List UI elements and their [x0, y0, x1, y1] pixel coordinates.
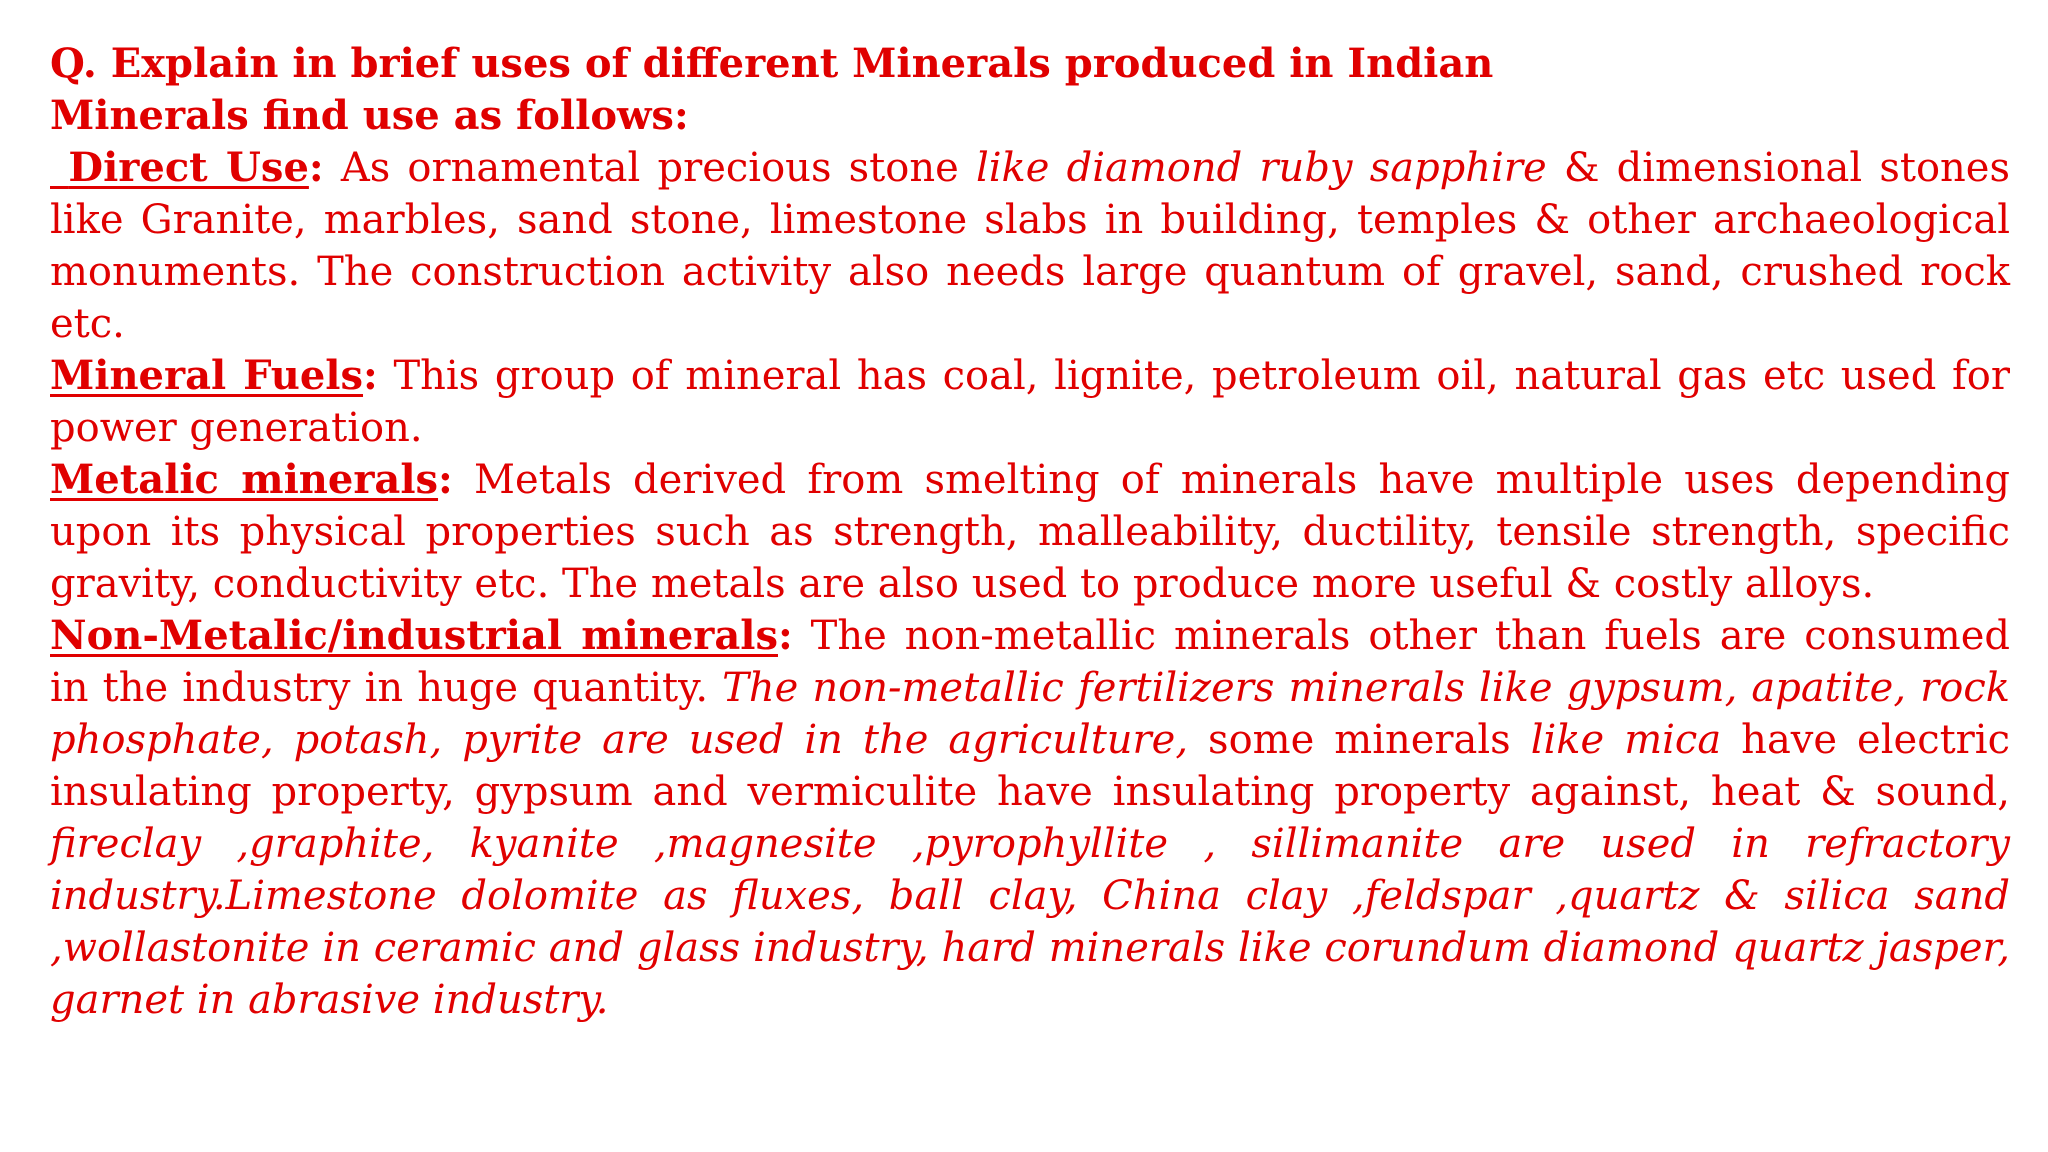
section-mineral-fuels — [50, 350, 2010, 454]
italic-text: The non-metallic fertilizers minerals like gypsum, apatite, rock phosphate, potash, pyrite are used in the agriculture, — [50, 665, 2010, 763]
colon: : — [363, 352, 378, 399]
colon: : — [308, 144, 324, 191]
term-direct-use: Direct Use — [68, 144, 309, 191]
slide-content — [50, 38, 2010, 1026]
italic-text: like diamond ruby sapphire — [975, 145, 1547, 191]
body-text: As ornamental precious stone — [323, 145, 976, 191]
term-non-metalic-minerals: Non-Metalic/industrial minerals — [50, 612, 778, 659]
colon: : — [438, 456, 453, 503]
section-non-metalic-minerals — [50, 610, 2010, 1026]
body-text: Metals derived from smelting of minerals have multiple uses depending upon its physical properties such as strength, malleability, ductility, tensile strength, specific gravity, conductivity etc. The metals are also used to produce more useful & costly alloys. — [50, 457, 2010, 607]
body-text: some minerals — [1188, 717, 1531, 763]
question-heading: Q. Explain in brief uses of different Minerals produced in Indian — [50, 40, 1494, 87]
term-mineral-fuels: Mineral Fuels — [50, 352, 364, 399]
body-text: The non-metallic minerals other than fuels are consumed in the industry in huge quantity. — [50, 613, 2010, 711]
body-text: & dimensional stones like Granite, marbles, sand stone, limestone slabs in building, temples & other archaeological monuments. The construction activity also needs large quantum of gravel, sand, crushed rock etc. — [50, 145, 2010, 347]
body-text: This group of mineral has coal, lignite, petroleum oil, natural gas etc used for power generation. — [50, 353, 2011, 451]
subheading: Minerals find use as follows: — [50, 92, 689, 139]
italic-text: fireclay ,graphite, kyanite ,magnesite ,pyrophyllite , sillimanite are used in refractory industry.Limestone dolomite as fluxes, ball clay, China clay ,feldspar ,quartz & silica sand ,wollastonite in ceramic and glass industry, hard minerals like corundum diamond quartz jasper, garnet in abrasive industry. — [50, 821, 2010, 1023]
colon: : — [777, 612, 793, 659]
italic-text: like mica — [1530, 717, 1722, 763]
section-direct-use — [50, 142, 2010, 350]
section-metalic-minerals — [50, 454, 2010, 610]
term-metalic-minerals: Metalic minerals — [50, 456, 439, 503]
body-text: have electric insulating property, gypsum and vermiculite have insulating property against, heat & sound, — [50, 717, 2010, 815]
